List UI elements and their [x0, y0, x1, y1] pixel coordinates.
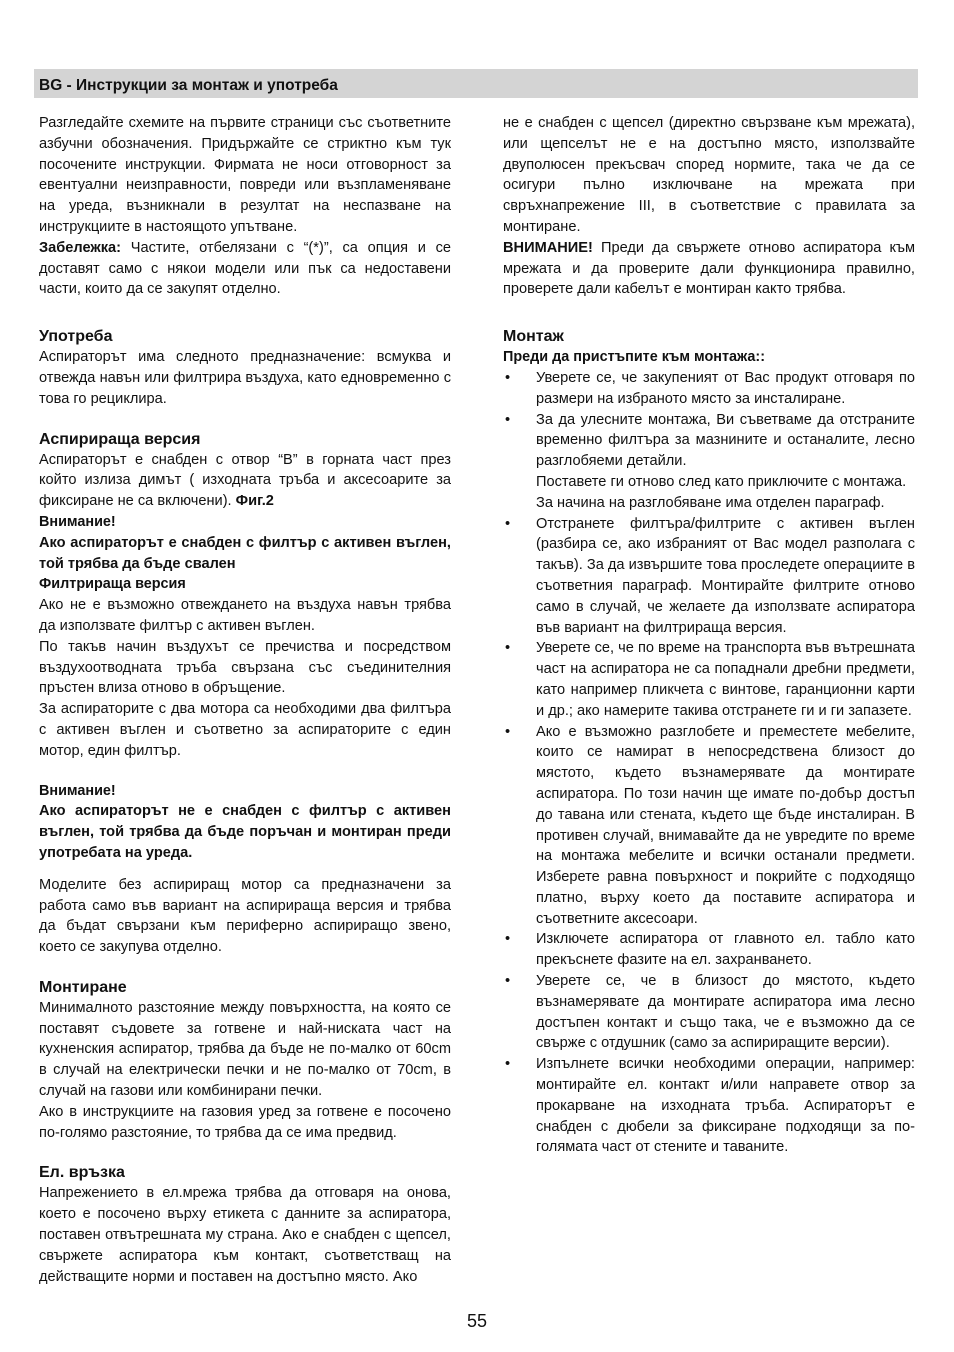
models-paragraph: Моделите без аспириращ мотор са предназначени за работа само във вариант на аспирираща версия и трябва да бъдат свързани към периферно аспириращо звено, което се закупува отделно. [39, 876, 451, 956]
aspirating-paragraph [39, 450, 451, 512]
list-item [503, 514, 915, 639]
assembly-bullet-list [503, 368, 915, 1158]
figure-reference: Фиг.2 [235, 493, 274, 510]
note-paragraph [39, 238, 451, 300]
list-item [503, 638, 915, 721]
intro-paragraph: Разгледайте схемите на първите страници със съответните азбучни обозначения. Придържайте се стриктно към тук посочените инструкции. Фирмата не носи отговорност за евентуални неизправности, повреди или възпламеняване на уреда, възникнали в резултат на неспазване на инструкциите в настоящото упътване. [39, 115, 451, 235]
list-item-text: Изпълнете всички необходими операции, например: монтирайте ел. контакт и/или направете отвор за прокарване на изходната тръба. Аспираторът е снабден с дюбели за фиксиране подходящи за по-голямата част от стените и таваните. [536, 1056, 915, 1156]
aspirating-version-heading: Аспирираща версия [39, 430, 201, 448]
page-number: 55 [466, 1311, 488, 1331]
attention-label: Внимание! [39, 513, 116, 530]
list-item-text-extra: За начина на разглобяване има отделен параграф. [536, 494, 885, 511]
assembly-heading: Монтаж [503, 328, 564, 346]
list-item [503, 929, 915, 971]
bullet-icon: • [505, 931, 511, 948]
section-header-bar [34, 69, 918, 98]
warning-text: Преди да свържете отново аспиратора към мрежата и да проверите дали функционира правилно, проверете дали кабелът е монтиран както трябва. [503, 239, 915, 298]
list-item [503, 722, 915, 930]
list-item-text: За да улесните монтажа, Ви съветваме да отстраните временно филтъра за мазнините и останалите, лесно разглобяеми детайли. [536, 411, 915, 470]
usage-heading: Употреба [39, 328, 113, 346]
list-item-text: Отстранете филтъра/филтрите с активен въглен (разбира се, ако избраният от Вас модел разполага с такъв). За да извършите това проследете операциите в съответния параграф. Монтирайте филтрите отново само в случай, че желаете да използвате аспиратора във вариант на филтрираща версия. [536, 515, 915, 636]
bullet-icon: • [505, 1056, 511, 1073]
attention-label-2: Внимание! [39, 782, 116, 799]
mounting-paragraph-2: Ако в инструкциите на газовия уред за готвене е посочено по-голямо разстояние, то трябва да се има предвид. [39, 1103, 451, 1141]
warning-label: ВНИМАНИЕ! [503, 239, 593, 256]
bullet-icon: • [505, 515, 511, 532]
mounting-heading: Монтиране [39, 978, 127, 996]
bullet-icon: • [505, 369, 511, 386]
list-item [503, 1054, 915, 1158]
note-label: Забележка: [39, 239, 122, 256]
note-text: Частите, отбелязани с “(*)”, са опция и се доставят само с някои модели или пък са недоставени части, които да се закупят отделно. [39, 239, 451, 298]
list-item-text: Уверете се, че в близост до мястото, където възнамерявате да монтирате аспиратора има лесно достъпен контакт и също така, че е възможно да се свърже с отдушник (само за аспириращите версии). [536, 973, 915, 1052]
list-item [503, 368, 915, 410]
filtering-paragraph-1: Ако не е възможно отвеждането на въздуха навън трябва да използвате филтър с активен въглен. [39, 597, 451, 634]
list-item [503, 971, 915, 1054]
filtering-paragraph-3: За аспираторите с два мотора са необходими два филтъра с активен въглен и съответно за аспираторите с един мотор, един филтър. [39, 701, 451, 759]
warning-paragraph [503, 238, 915, 300]
list-item-text-extra: Поставете ги отново след като приключите с монтажа. [536, 473, 907, 490]
mounting-paragraph-1: Минималното разстояние между повърхността, на която се поставят съдовете за готвене и най-ниската част на кухненския аспиратор, трябва да бъде не по-малко от 60cm в случай на електрически печки и не по-малко от 70cm, в случай на газови или комбинирани печки. [39, 999, 451, 1100]
bullet-icon: • [505, 411, 511, 428]
filtering-version-heading: Филтрираща версия [39, 576, 186, 593]
list-item-text: Изключете аспиратора от главното ел. табло като прекъснете фазите на ел. захранването. [536, 931, 915, 969]
list-item-text: Ако е възможно разглобете и преместете мебелите, които се намират в непосредствена близост до мястото, където възнамерявате да монтирате аспиратора. По този начин ще имате по-добър достъп до тавана или стената, където ще бъде инсталиран. В противен случай, внимавайте да не увредите по време на монтажа мебелите и всички останали предмети. Изберете равна повърхност и покрийте с подходящо платно, върху което да поставите аспиратора и съответните аксесоари. [536, 723, 915, 927]
attention-text: Ако аспираторът е снабден с филтър с активен въглен, той трябва да бъде свален [39, 534, 451, 572]
bullet-icon: • [505, 640, 511, 657]
page-title: BG - Инструкции за монтаж и употреба [39, 77, 338, 94]
aspirating-text: Аспираторът е снабден с отвор “B” в горната част през който излиза димът ( изходната тръба и аксесоарите за фиксиране не са включени). [39, 451, 451, 510]
list-item-text: Уверете се, че закупеният от Вас продукт отговаря по размери на избраното място за инсталиране. [536, 369, 915, 407]
bullet-icon: • [505, 723, 511, 740]
electric-paragraph: Напрежението в ел.мрежа трябва да отговаря на онова, което е посочено върху етикета с данните за аспиратора, поставен отвътрешната му страна. Ако е снабден с щепсел, свържете аспиратора към контакт, съответстващ на действащите норми и поставен на достъпно място. Ако [39, 1185, 451, 1285]
bullet-icon: • [505, 973, 511, 990]
filtering-paragraph-2: По такъв начин въздухът се пречиства и посредством въздухоотводната тръба свързана със съединителния пръстен влиза отново в обръщение. [39, 638, 451, 697]
left-column [39, 113, 451, 1287]
before-assembly-heading: Преди да пристъпите към монтажа:: [503, 349, 766, 366]
list-item [503, 410, 915, 514]
usage-paragraph: Аспираторът има следното предназначение: всмуква и отвежда навън или филтрира въздуха, като едновременно с това го рециклира. [39, 349, 451, 407]
list-item-text: Уверете се, че по време на транспорта във вътрешната част на аспиратора не са попаднали дребни предмети, като например пликчета с винтове, гаранционни карти и др.; ако намерите такива отстранете ги и ги запазете. [536, 640, 915, 719]
electric-connection-heading: Ел. връзка [39, 1164, 125, 1182]
attention-text-2: Ако аспираторът не е снабден с филтър с активен въглен, той трябва да бъде поръчан и монтиран преди употребата на уреда. [39, 803, 451, 861]
right-column [503, 113, 915, 1158]
electric-continued-paragraph: не е снабден с щепсел (директно свързване към мрежата), или щепселът не е на достъпно място, използвайте двуполюсен прекъсвач според нормите, така че да се осигури пълно изключване на мрежата при свръхнапрежение III, в съответствие с правилата за монтиране. [503, 115, 915, 235]
